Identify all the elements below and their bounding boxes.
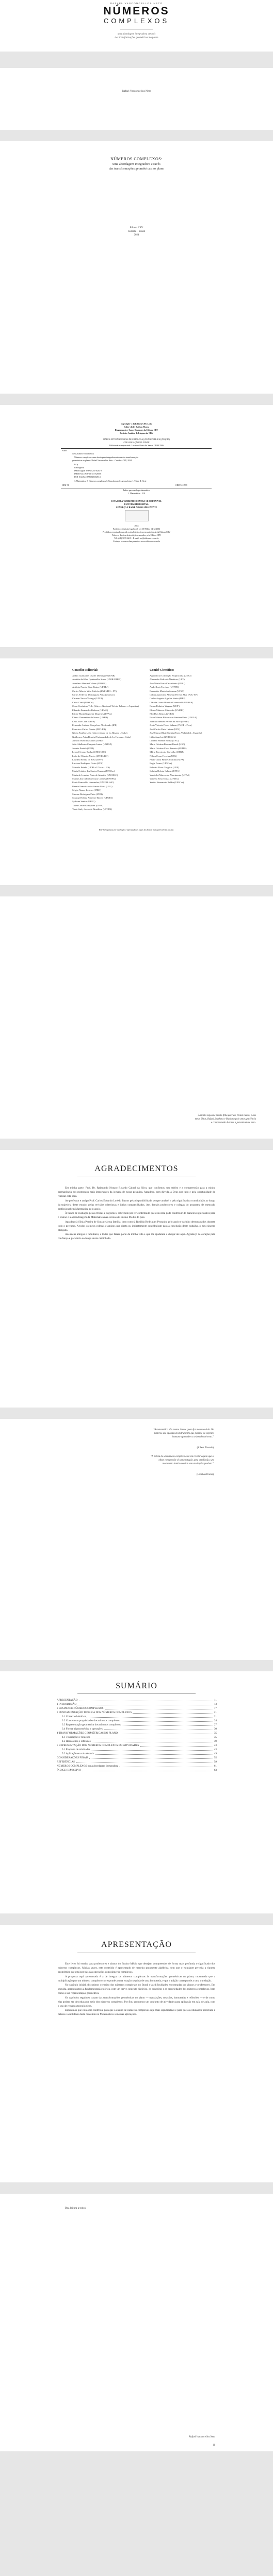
- board-right-member: Luciana Parente Rocha (UFG): [150, 739, 179, 742]
- toc-entry[interactable]: [57, 1756, 217, 1760]
- epigraph-author-1: (Albert Einstein): [197, 1447, 214, 1449]
- toc-leader-dots: [140, 1746, 213, 1747]
- cip-librarian: Bibliotecária responsável: Luzenira Alves dos Santos CRB9/1506: [109, 444, 164, 447]
- board-right-member: Eliane Matesco Cristovão (UNIFEI): [150, 708, 184, 711]
- toc-entry-page: 55: [214, 1756, 217, 1759]
- reproduction-notice: Proibida a reprodução parcial ou total desta obra sem autorização da Editora CRV: [103, 531, 170, 533]
- toc-entry-page: 43: [214, 1748, 217, 1751]
- toc-entry[interactable]: [57, 1743, 217, 1748]
- presentation-page: [0, 1925, 273, 2182]
- cip-isbn-digital: ISBN Digital 978-65-251-6284-3: [74, 469, 102, 472]
- toc-entry-page: 63: [214, 1769, 217, 1772]
- toc-entry-label: 5 REPRESENTAÇÃO DOS NÚMEROS COMPLEXOS EM ATIVIDADES: [57, 1744, 139, 1747]
- board-left-title: Conselho Editorial:: [72, 669, 99, 672]
- board-left-member: Carmen Tereza Velanga (UNIR): [72, 697, 103, 700]
- cover-author: RAFAEL VASCONCELLOS NETO: [110, 2, 163, 5]
- page-number: 11: [213, 2444, 215, 2447]
- board-right-member: Nilton Cezar Ferreira (UFG): [150, 754, 177, 757]
- digital-notice-sub: EM FORMATO DIGITAL.: [124, 503, 149, 505]
- board-left-member: Simone Rodrigues Pinto (UNB): [72, 792, 103, 795]
- board-right-title: Comitê Científico:: [150, 669, 174, 672]
- epigraph-page: [0, 1419, 273, 1660]
- board-left-member: Lídia de Oliveira Xavier (UNIEURO): [72, 754, 108, 757]
- board-right-member: José Carlos Pinto Leivas (UFN): [150, 727, 180, 731]
- toc-entry[interactable]: [57, 1698, 217, 1702]
- toc-entry[interactable]: [57, 1706, 217, 1710]
- board-left-member: Paulo Romualdo Hernandes (UNIFAL-MG): [72, 781, 115, 784]
- toc-entry[interactable]: [57, 1731, 217, 1735]
- toc-entry[interactable]: [57, 1719, 217, 1723]
- board-left-member: Elione Maria Nogueira Diogenes (UFAL): [72, 713, 112, 716]
- toc-list: [57, 1698, 217, 1772]
- toc-leader-dots: [89, 1758, 213, 1759]
- toc-entry-label: 2 ENSINO DE NÚMEROS COMPLEXOS: [57, 1707, 104, 1710]
- board-right-member: Agnaldo da Conceição Esquincalha (UERJ): [150, 674, 191, 677]
- ack-paragraph: Em minha parte, Prof. Dr. Raimundo Nonato Ricardo Cabral da Silva, que confirmou um mérito e a compreensão para a minha permanência nos momentos mais importantes da jornada de nossa pesquisa. Agradeço, sem dúvida, a Deus por tudo e pela oportunidade de realizar esta obra.: [58, 1187, 215, 1198]
- board-left-member: Maria Cristina dos Santos Bezerra (UFSCar): [72, 770, 115, 773]
- cip-doi: DOI 10.24824/978652516283.6: [74, 476, 101, 478]
- dedication-line-2: meus filhos, Rafael, Matheus e Mariana pelo amor, paciência: [195, 1118, 256, 1121]
- cover-subtitle-1: uma abordagem integradora através: [117, 33, 156, 36]
- cip-entry: Neto, Rafael Vasconcellos: [72, 452, 94, 455]
- toc-entry[interactable]: [57, 1723, 217, 1727]
- toc-entry-page: 59: [214, 1760, 217, 1764]
- board-left-member: Tadeu Oliver Gonçalves (UFPA): [72, 804, 104, 807]
- cip-index-item: 1. Matemática – 510: [128, 492, 145, 495]
- page-gap: [0, 52, 273, 68]
- board-left-member: Marcelo Paixão (UFRJ e UTexas – US): [72, 766, 110, 769]
- toc-title: SUMÁRIO: [116, 1682, 157, 1690]
- toc-entry-label: 3.3 Representação geométrica dos números complexos: [62, 1723, 121, 1726]
- epigraph-quote-1: "A matemática não mente. Mente quem faz mau uso dela. Os números são apenas um instrumento que permite ao espírito humano apreender a ordem do universo.": [153, 1429, 214, 1438]
- board-right-member: Régis Forner (UFSCar): [150, 762, 172, 765]
- half-title-author: Rafael Vasconcellos Neto: [122, 90, 151, 93]
- toc-entry-label: 3.2 Conceitos e propriedades dos números complexos: [62, 1719, 120, 1722]
- toc-entry[interactable]: [57, 1739, 217, 1743]
- toc-entry-page: 35: [214, 1736, 217, 1739]
- toc-entry-label: ÍNDICE REMISSIVO: [57, 1769, 81, 1772]
- cip-cdu: CDU 51: [62, 484, 69, 486]
- board-left-member: Sérgio Nunes de Jesus (IFRO): [72, 789, 101, 792]
- cip-bib: Bibliografia: [74, 466, 85, 469]
- presentation-continued-body: [58, 2206, 215, 2210]
- cover-ornament: [120, 28, 153, 31]
- board-left-member: Carlos Federico Dominguez Avila (Unieuro): [72, 693, 115, 697]
- title-page-subtitle-1: uma abordagem integradora através: [113, 162, 160, 166]
- board-right-member: José Manuel Ruiz Calleja (Univ. Valladolid – Espanha): [150, 732, 202, 735]
- board-left-member: Renato Francisco dos Santos Paula (UFG): [72, 785, 113, 788]
- presentation-paragraph: Os capítulos seguintes tratam das transformações geométricas no plano — translações, rotações, homotetias e reflexões — e de como elas podem ser descritas por meio dos números complexos. Por fim, propomos um conjunto de atividades para aplicação em sala de aula, com o uso de recursos tecnológicos.: [58, 1996, 215, 2008]
- cip-rule-top: [61, 448, 212, 449]
- ack-body: [58, 1186, 215, 1241]
- cip-pages: 64 p.: [74, 463, 78, 466]
- cover-title-sub: COMPLEXOS: [103, 17, 170, 25]
- toc-page: [0, 1671, 273, 1913]
- publisher-city: Curitiba – Brasil: [127, 230, 146, 233]
- ack-paragraph: À banca de avaliação pelas críticas e sugestões, sobretudo por ter confirmado que esta obra pode contribuir de maneira significativa para o ensino e a aprendizagem da Matemática nas escolas de Ensino Médio do país.: [58, 1212, 215, 1219]
- toc-entry-label: 3.4 Forma trigonométrica e operações: [62, 1727, 103, 1731]
- title-page-title: NÚMEROS COMPLEXOS:: [110, 157, 163, 161]
- toc-entry-page: 61: [214, 1765, 217, 1768]
- half-title-page: [0, 68, 273, 130]
- presentation-body: [58, 1962, 215, 2017]
- board-left-member: Sydione Santos (UEPG): [72, 800, 95, 803]
- revision-credit: Revisão: Analista de Línguas da CRV: [120, 432, 153, 434]
- editor-chief: Editor-chefe: Railson Moura: [123, 426, 150, 428]
- toc-entry-label: NÚMEROS COMPLEXOS: uma abordagem integradora: [57, 1765, 119, 1768]
- presentation-continued-page: [0, 2194, 273, 2451]
- board-right-member: Maria Cristina Costa Ferreira (UFMG): [150, 747, 187, 750]
- legal-deposit: Foi feito o depósito legal conf. Lei 10.994 de 14/12/2004: [113, 528, 160, 530]
- toc-leader-dots: [122, 1725, 213, 1726]
- page-gap: [0, 2182, 273, 2194]
- toc-entry-page: 13: [214, 1703, 217, 1706]
- toc-entry-page: 21: [214, 1715, 217, 1718]
- cip-desc-1: Números complexos: uma abordagem integradora através das transformações: [74, 456, 139, 459]
- board-right-member: Paulo Cezar Pinto Carvalho (IMPA): [150, 758, 184, 761]
- toc-entry[interactable]: [57, 1715, 217, 1719]
- board-right-member: Alexandre Pedro de Medeiros (UFF): [150, 678, 185, 681]
- board-right-member: Cláudia Lisete Oliveira Groenwald (ULBRA): [150, 701, 194, 704]
- toc-entry-page: 35: [214, 1732, 217, 1735]
- page-gap: [0, 647, 273, 658]
- toc-entry[interactable]: [57, 1748, 217, 1752]
- ack-paragraph: Aos meus amigos e familiares, a todos que fazem parte da minha vida e que me ajudaram a chegar até aqui. Agradeço de coração pela confiança e paciência ao longo desta caminhada.: [58, 1233, 215, 1241]
- dedication-line-1: À minha esposa e minha filha querida, Heloá Lauro, e aos: [198, 1114, 256, 1117]
- board-left-list: [72, 674, 149, 811]
- cover-page: [0, 0, 273, 52]
- colophon-page: [0, 405, 273, 647]
- app-store-badge: [125, 510, 149, 521]
- board-left-member: Celso Conti (UFSCar): [72, 701, 94, 704]
- cip-title: DADOS INTERNACIONAIS DE CATALOGAÇÃO NA PUBLICAÇÃO (CIP): [103, 438, 170, 440]
- dedication-page: [0, 896, 273, 1139]
- board-right-member: Lidia Angeleri (UNICSUL): [150, 735, 176, 738]
- board-right-member: Sabrina Bobsin Salazar (UFPel): [150, 770, 180, 773]
- board-left-member: Francisco Carlos Duarte (PUC-PR): [72, 727, 106, 731]
- toc-entry-label: 4.1 Translações e rotações: [62, 1736, 90, 1739]
- digital-notice-app: CONHEÇA E BAIXE NOSSO APLICATIVO!: [116, 506, 157, 509]
- toc-leader-dots: [76, 1762, 213, 1763]
- board-left-member: Carlos Alberto Vilar Estêvão (UMINHO – PT): [72, 689, 117, 692]
- cover-title-main: NÚMEROS: [103, 5, 170, 17]
- presentation-paragraph: No capítulo inicial, discutimos o ensino dos números complexos no Brasil e as dificuldades encontradas por alunos e professores. Em seguida, apresentamos a fundamentação teórica, com um breve contexto histórico, os conceitos e as propriedades dos números complexos, bem como a sua representação geométrica.: [58, 1984, 215, 1995]
- cover-subtitle-2: das transformações geométricas no plano: [115, 37, 158, 39]
- toc-entry[interactable]: [57, 1735, 217, 1739]
- presentation-title: APRESENTAÇÃO: [101, 1940, 172, 1949]
- cip-index-title: Índice para catálogo sistemático: [123, 489, 150, 492]
- page-gap: [0, 885, 273, 896]
- board-right-member: André Luis Trevisan (UTFPR): [150, 686, 179, 689]
- design-credit: Diagramação e Capa: Designers da Editora CRV: [115, 429, 158, 431]
- toc-entry[interactable]: [57, 1760, 217, 1764]
- contact-info: Tel.: (41) 3039-6418 - E-mail: sac@editoracrv.com.br: [114, 537, 159, 539]
- toc-entry-label: 4.2 Homotetias e reflexões: [62, 1740, 91, 1743]
- toc-entry-label: 3 FUNDAMENTAÇÃO TEÓRICA DOS NÚMEROS COMPLEXOS: [57, 1711, 132, 1714]
- toc-entry-page: 27: [214, 1723, 217, 1726]
- toc-entry[interactable]: [57, 1768, 217, 1772]
- page-gap: [0, 1408, 273, 1419]
- board-left-member: Maria de Lourdes Pinto de Almeida (UNOESC): [72, 773, 118, 776]
- toc-entry-page: 39: [214, 1740, 217, 1743]
- cip-code: N469: [62, 449, 67, 452]
- rights-notice: Todos os direitos desta edição reservados pela Editora CRV: [111, 534, 162, 536]
- toc-entry-label: CONSIDERAÇÕES FINAIS: [57, 1756, 88, 1759]
- board-right-member: Vanessa Sena Tomaz (UFMG): [150, 777, 179, 780]
- cip-isbn-physical: ISBN Físico 978-65-251-6283-6: [74, 472, 102, 475]
- ack-paragraph: Ao professor e amigo Prof. Carlos Eduardo Lorêdo Bastos pela disponibilidade sempre amável e pela significativa contribuição ao longo da trajetória deste estudo, pelas revisões criteriosas e ideias compartilhadas. Aos demais professores e colegas do programa de mestrado profissional em Matemática pelo apoio.: [58, 1199, 215, 1211]
- board-right-list: [150, 674, 222, 785]
- board-right-member: Maria Cristina Bonomi Barufi (USP): [150, 743, 185, 746]
- epigraph-author-2: (Leonhard Euler): [196, 1473, 214, 1476]
- toc-entry-label: 4 TRANSFORMAÇÕES GEOMÉTRICAS NO PLANO: [57, 1732, 118, 1735]
- board-right-member: Ibsen Mateus Bittencourt Santana Pinto (UNILA): [150, 716, 197, 719]
- toc-leader-dots: [133, 1713, 213, 1714]
- website-info: Conheça os nossos lançamentos: www.editoracrv.com.br: [113, 540, 160, 543]
- board-left-member: Luciano Rodrigues Costa (UFV): [72, 762, 104, 765]
- toc-entry[interactable]: [57, 1727, 217, 1731]
- copyright: Copyright © da Editora CRV Ltda.: [121, 422, 152, 425]
- toc-entry-label: 1 INTRODUÇÃO: [57, 1703, 77, 1706]
- toc-leader-dots: [95, 1754, 213, 1755]
- toc-entry-label: REFERÊNCIAS: [57, 1760, 75, 1764]
- title-page: [0, 141, 273, 394]
- toc-entry-label: 3.1 Contexto histórico: [62, 1715, 86, 1718]
- dedication-line-3: e compreensão durante a jornada deste livro.: [211, 1122, 256, 1124]
- board-left-member: Leonel Severo Rocha (UNISINOS): [72, 751, 106, 754]
- toc-leader-dots: [87, 1717, 213, 1718]
- board-right-member: Celina Aparecida Almeida Pereira Abar (PUC-SP): [150, 693, 198, 697]
- board-left-member: Maria Lília Imbiriba Sousa Colares (UFOPA): [72, 777, 116, 780]
- board-left-member: Anselmo Alencar Colares (UFOPA): [72, 682, 107, 685]
- toc-entry-page: 43: [214, 1744, 217, 1747]
- presentation-signature: Rafael Vasconcellos Neto: [189, 2436, 215, 2438]
- board-right-member: Ana Maria Porto Castanheira (UFRJ): [150, 682, 185, 685]
- toc-entry-page: 21: [214, 1711, 217, 1714]
- board-left-member: Cesar Gerónimo Tello (Univer. Nacional Três de Febrero – Argentina): [72, 705, 139, 708]
- cip-subjects: 1. Matemática 2. Números complexos 3. Transformações geométricas I. Título II. Série: [74, 480, 147, 482]
- toc-entry[interactable]: [57, 1752, 217, 1756]
- presentation-paragraph: Esperamos que esta obra contribua para que o ensino de números complexos seja mais significativo e para que os estudantes percebam a beleza e a utilidade deste conteúdo na Matemática e em suas aplicações.: [58, 2009, 215, 2016]
- board-left-member: Tania Suely Azevedo Brasileiro (UFOPA): [72, 808, 113, 811]
- toc-entry-label: APRESENTAÇÃO: [57, 1699, 78, 1702]
- board-right-member: Yuriko Yamamoto Baldin (UFSCar): [150, 781, 184, 784]
- board-left-member: Élsio José Corá (UFFS): [72, 720, 95, 723]
- editorial-board-page: [0, 658, 273, 885]
- toc-leader-dots: [91, 1750, 213, 1751]
- acknowledgments-page: [0, 1150, 273, 1408]
- presentation-paragraph: Este livro foi escrito para professores e alunos do Ensino Médio que desejam compreender de forma mais profunda o significado dos números complexos. Muitas vezes, este conteúdo é apresentado de maneira puramente algébrica, sem que o estudante perceba a riqueza geométrica que está por trás das operações com números complexos.: [58, 1962, 215, 1974]
- epigraph-quote-2: "A beleza de um número complexo está em revelar aquilo que o olhar comum não vê: uma rotação, uma ampliação, um movimento inteiro contido em um simples produto.": [150, 1455, 214, 1465]
- toc-entry-page: 11: [214, 1699, 217, 1702]
- toc-entry-page: 49: [214, 1752, 217, 1755]
- board-footer: Este livro passou por avaliação e aprovação às cegas de dois ou mais pareceristas ad hoc.: [99, 828, 174, 831]
- board-right-member: Roberto Alves Gregório (UFF): [150, 766, 179, 769]
- board-left-member: Aldira Guimarães Duarte Domínguez (UNB): [72, 674, 115, 677]
- toc-entry[interactable]: [57, 1710, 217, 1715]
- board-right-member: Bernadete Maria Andreazza (UFSC): [150, 689, 184, 692]
- board-left-member: Fernando Antônio Gonçalves Alcoforado (IPB): [72, 724, 118, 727]
- ack-title: AGRADECIMENTOS: [94, 1164, 179, 1173]
- presentation-paragraph: Boa leitura a todos!: [65, 2207, 87, 2210]
- toc-entry-page: 17: [214, 1707, 217, 1710]
- board-right-member: Jesús Victoria Flores Salazar (PUCP – Peru): [150, 724, 192, 727]
- page-gap: [0, 1913, 273, 1925]
- board-left-member: Josania Portela (UFPI): [72, 747, 94, 750]
- publication-year: 2024: [134, 234, 139, 236]
- board-left-member: Jailson Alves dos Santos (UFRJ): [72, 739, 104, 742]
- board-left-member: Gloria Fariñas León (Universidade de La Havana – Cuba): [72, 732, 127, 735]
- toc-leader-dots: [121, 1721, 213, 1722]
- board-right-member: Carlos Augusto Aguilar Júnior (IFRJ): [150, 697, 186, 700]
- board-left-member: Eduardo Fernandes Barbosa (UFMG): [72, 708, 108, 711]
- board-right-member: Janaína Mendes Pereira da Silva (UFPR): [150, 720, 189, 723]
- board-left-member: Lourdes Helena da Silva (UFV): [72, 758, 103, 761]
- title-page-subtitle-2: das transformações geométricas no plano: [108, 167, 165, 171]
- digital-notice-title: ESTA OBRA TAMBÉM ENCONTRA-SE DISPONÍVEL: [111, 500, 162, 502]
- toc-entry[interactable]: [57, 1702, 217, 1706]
- page-gap: [0, 394, 273, 405]
- board-left-member: Elizeu Clementino de Souza (UNEB): [72, 716, 108, 719]
- board-right-member: Mário Ferreira de Carvalho (UERJ): [150, 751, 184, 754]
- board-right-member: Eloi Dias Bastos (UCPel): [150, 713, 174, 716]
- page-gap: [0, 1660, 273, 1671]
- cip-desc-2: geométricas no plano / Rafael Vasconcellos Neto – Curitiba: CRV, 2024.: [72, 459, 132, 462]
- presentation-paragraph: A proposta aqui apresentada é a de integrar os números complexos às transformações geométricas no plano, mostrando que a multiplicação por um número complexo corresponde a uma rotação seguida de uma homotetia, e que a adição corresponde a uma translação.: [58, 1975, 215, 1982]
- toc-entry[interactable]: [57, 1764, 217, 1768]
- cip-subtitle: CATALOGAÇÃO NA FONTE: [123, 441, 150, 444]
- page-gap-tail: [0, 2451, 273, 2576]
- board-right-member: Edson Pinheiro Wagner (UFJF): [150, 705, 180, 708]
- ack-paragraph: Agradeço à Sônia Pereira de Souza e à sua família, bem como à Rosilda Rodrigues Pessanha pelo apoio e carinho demonstrados durante todo o percurso. A todos os meus colegas e amigos que direta ou indiretamente contribuíram para a conclusão deste trabalho, o meu sincero obrigado.: [58, 1220, 215, 1232]
- publisher-name: Editora CRV: [130, 227, 143, 229]
- board-left-member: Andréia da Silva Quintanilha Sousa (UNIR/UFRN): [72, 678, 121, 681]
- board-left-member: Guillermo Arias Beatón (Universidade de La Havana – Cuba): [72, 735, 131, 738]
- page-gap: [0, 1139, 273, 1150]
- toc-entry-page: 30: [214, 1727, 217, 1731]
- board-left-member: João Adalberto Campato Junior (UNESP): [72, 743, 112, 746]
- page-gap: [0, 130, 273, 141]
- reserved-year: 2024: [134, 524, 139, 527]
- toc-entry-label: 5.2 Aplicação em sala de aula: [62, 1752, 94, 1755]
- cip-cdd: CDD 512.788: [175, 484, 187, 486]
- toc-entry-page: 24: [214, 1719, 217, 1722]
- board-right-member: Vanderlei Marcos do Nascimento (UFPel): [150, 773, 190, 776]
- board-left-member: Solange Helena Ximenes-Rocha (UFOPA): [72, 796, 113, 799]
- board-left-member: Antônio Pereira Gaio Júnior (UFRRJ): [72, 686, 108, 689]
- toc-title-rule: [77, 1693, 196, 1694]
- toc-entry-label: 5.1 Proposta de atividades: [62, 1748, 90, 1751]
